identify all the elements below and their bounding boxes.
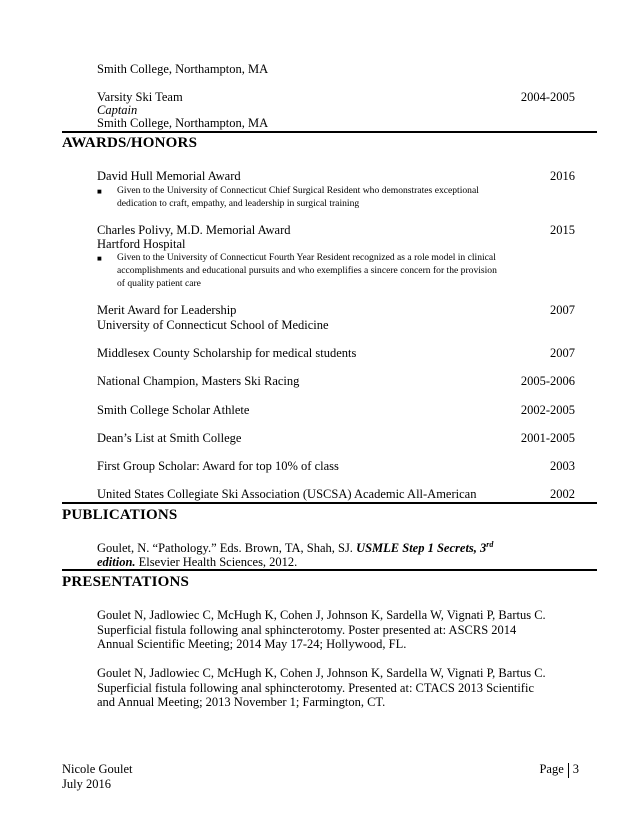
award-year: 2001-2005 (520, 431, 575, 445)
award-title: United States Collegiate Ski Association (USCSA) Academic All-American (97, 487, 477, 501)
ski-team-role: Captain (97, 103, 138, 117)
award-title: Middlesex County Scholarship for medical students (97, 346, 357, 360)
award-description: Given to the University of Connecticut Fourth Year Resident recognized as a role model in clinical (117, 252, 496, 263)
footer-name: Nicole Goulet (62, 762, 133, 776)
publications-heading: PUBLICATIONS (62, 507, 178, 523)
awards-heading: AWARDS/HONORS (62, 135, 198, 151)
award-title: Smith College Scholar Athlete (97, 403, 250, 417)
footer-date: July 2016 (62, 777, 111, 791)
presentation-line: Goulet N, Jadlowiec C, McHugh K, Cohen J, Johnson K, Sardella W, Vignati P, Bartus C. (97, 666, 546, 680)
award-year: 2007 (550, 346, 575, 360)
publication-citation: Goulet, N. “Pathology.” Eds. Brown, TA, Shah, SJ. (97, 541, 357, 555)
award-title: David Hull Memorial Award (97, 169, 241, 183)
award-year: 2016 (550, 169, 575, 183)
award-title: Merit Award for Leadership (97, 303, 237, 317)
bullet-icon: ■ (97, 187, 102, 196)
section-rule (62, 131, 597, 133)
award-description: Given to the University of Connecticut Chief Surgical Resident who demonstrates exceptional (117, 185, 479, 196)
publication-entry-cont (97, 555, 297, 569)
section-rule (62, 502, 597, 504)
award-year: 2003 (550, 459, 575, 473)
section-rule (62, 569, 597, 571)
ski-team-place: Smith College, Northampton, MA (97, 116, 269, 130)
presentations-heading: PRESENTATIONS (62, 574, 190, 590)
presentation-line: Superficial fistula following anal sphincterotomy. Poster presented at: ASCRS 2014 (97, 623, 517, 637)
edition-superscript: rd (486, 539, 494, 549)
ski-team-title: Varsity Ski Team (97, 90, 183, 104)
publication-entry (97, 541, 493, 555)
page-label: Page (539, 762, 564, 776)
award-title: Dean’s List at Smith College (97, 431, 242, 445)
award-year: 2002-2005 (520, 403, 575, 417)
award-year: 2002 (550, 487, 575, 501)
award-description: dedication to craft, empathy, and leadership in surgical training (117, 198, 360, 209)
presentation-line: Goulet N, Jadlowiec C, McHugh K, Cohen J, Johnson K, Sardella W, Vignati P, Bartus C. (97, 608, 546, 622)
award-description: of quality patient care (117, 278, 201, 289)
education-line: Smith College, Northampton, MA (97, 62, 269, 76)
presentation-line: Annual Scientific Meeting; 2014 May 17-24; Hollywood, FL. (97, 637, 407, 651)
award-place: Hartford Hospital (97, 237, 186, 251)
award-place: University of Connecticut School of Medicine (97, 318, 329, 332)
award-title: Charles Polivy, M.D. Memorial Award (97, 223, 291, 237)
page-num: 3 (572, 762, 579, 776)
award-year: 2007 (550, 303, 575, 317)
bullet-icon: ■ (97, 254, 102, 263)
publication-book-title: USMLE Step 1 Secrets, 3 (356, 541, 487, 555)
presentation-line: and Annual Meeting; 2013 November 1; Farmington, CT. (97, 695, 386, 709)
award-title: First Group Scholar: Award for top 10% of class (97, 459, 339, 473)
page-number (539, 762, 579, 778)
publication-edition: edition. (97, 555, 136, 569)
award-year: 2015 (550, 223, 575, 237)
ski-team-year: 2004-2005 (520, 90, 575, 104)
page-separator (568, 763, 569, 778)
presentation-line: Superficial fistula following anal sphincterotomy. Presented at: CTACS 2013 Scientific (97, 681, 534, 695)
award-title: National Champion, Masters Ski Racing (97, 374, 300, 388)
award-year: 2005-2006 (520, 374, 575, 388)
award-description: accomplishments and educational pursuits and who exemplifies a sincere concern for the provision (117, 265, 497, 276)
publication-publisher: Elsevier Health Sciences, 2012. (135, 555, 298, 569)
